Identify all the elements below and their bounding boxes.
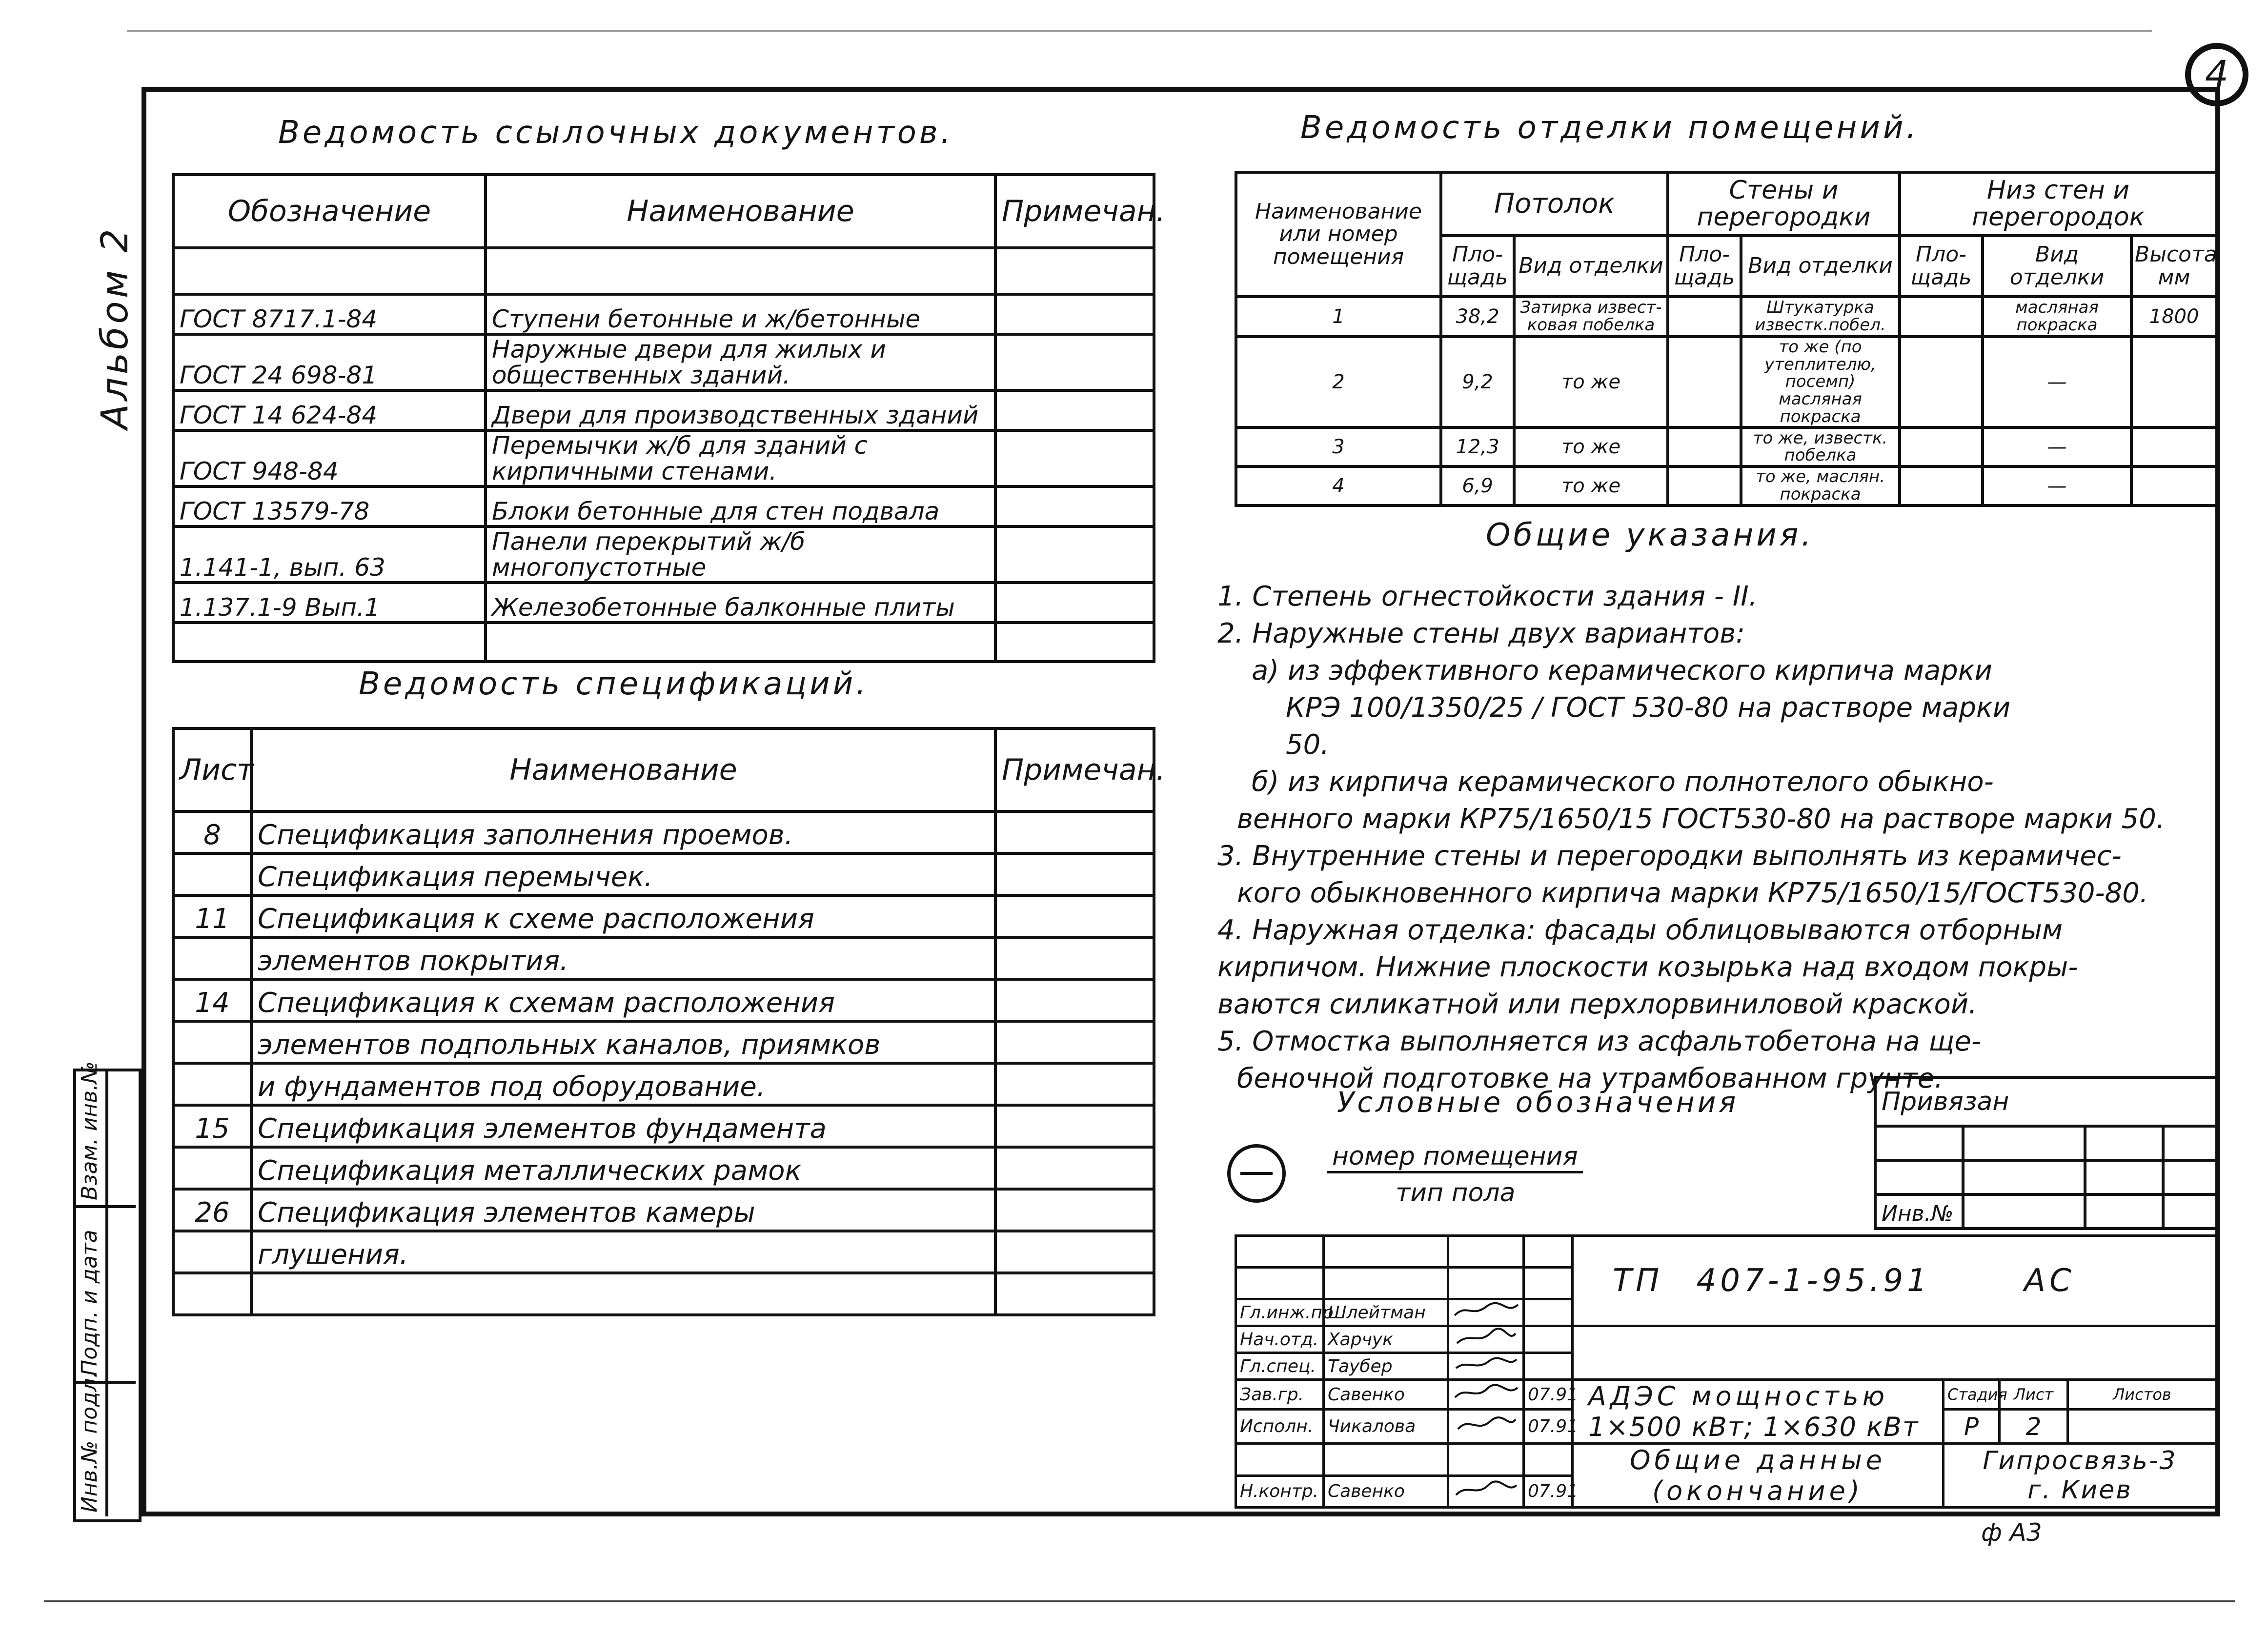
note-line: 4. Наружная отделка: фасады облицовываются отборным <box>1217 914 2063 946</box>
fin-walls-area <box>1668 297 1741 337</box>
note-line: 5. Отмостка выполняется из асфальтобетона на ще- <box>1217 1026 1982 1057</box>
spec-name: элементов подпольных каналов, приямков <box>251 1021 995 1063</box>
ref-note <box>995 583 1154 623</box>
fin-room: 4 <box>1236 466 1441 505</box>
finishes-table <box>1235 171 2218 507</box>
fin-ceiling-area: 38,2 <box>1441 297 1514 337</box>
ref-name: Перемычки ж/б для зданий с кирпичными стенами. <box>486 430 995 486</box>
spec-sheet <box>173 1063 251 1105</box>
project-line1: АДЭС мощностью <box>1588 1381 1889 1412</box>
note-line: кирпичом. Нижние плоскости козырька над входом покры- <box>1217 951 2078 983</box>
fin-walls-type: то же (по утеплителю, посемп) масляная покраска <box>1741 337 1900 427</box>
spec-sheet: 15 <box>173 1105 251 1147</box>
note-line: КРЭ 100/1350/25 / ГОСТ 530-80 на растворе марки <box>1286 692 2011 724</box>
stamp-role: Исполн. <box>1236 1410 1324 1444</box>
note-line: беночной подготовке на утрамбованном грунте. <box>1237 1063 1944 1094</box>
table-row <box>173 979 1154 1021</box>
fin-lower-type: масляная покраска <box>1983 297 2131 337</box>
stage-label: Стадия <box>1944 1380 2000 1410</box>
spec-name: Спецификация к схемам расположения <box>251 979 995 1021</box>
table-row <box>173 430 1154 486</box>
spec-name: Спецификация элементов камеры <box>251 1189 995 1231</box>
table-row <box>1236 427 2217 466</box>
table-row <box>173 1105 1154 1147</box>
left-strip-cell-1: Инв.№ подл. <box>77 1371 102 1513</box>
fin-ceiling-type: то же <box>1514 337 1668 427</box>
table-row <box>173 811 1154 853</box>
stamp-date <box>1524 1353 1573 1380</box>
ref-name: Панели перекрытий ж/б многопустотные <box>486 526 995 583</box>
note-line: кого обыкновенного кирпича марки КР75/1650/15/ГОСТ530-80. <box>1237 877 2148 909</box>
fin-height <box>2131 466 2217 505</box>
note-line: 50. <box>1286 729 1330 761</box>
stamp-date <box>1524 1444 1573 1476</box>
ref-code: 1.137.1-9 Вып.1 <box>173 583 486 623</box>
stamp-person: Савенко <box>1324 1475 1448 1508</box>
spec-sheet <box>173 1147 251 1189</box>
stamp-date <box>1524 1299 1573 1326</box>
stamp-person: Харчук <box>1324 1326 1448 1353</box>
stamp-person <box>1324 1444 1448 1476</box>
note-line: 1. Степень огнестойкости здания - II. <box>1217 581 1758 612</box>
table-row <box>173 583 1154 623</box>
stamp-person: Савенко <box>1324 1380 1448 1410</box>
spec-name: глушения. <box>251 1231 995 1273</box>
ref-empty <box>173 248 486 294</box>
ref-name: Наружные двери для жилых и общественных зданий. <box>486 334 995 390</box>
stage: Р <box>1944 1410 2000 1444</box>
top-edge-line <box>127 30 2152 32</box>
fin-lower-area <box>1900 337 1983 427</box>
fin-walls-area <box>1668 337 1741 427</box>
left-strip-line-1 <box>73 1205 136 1208</box>
spec-name: элементов покрытия. <box>251 937 995 979</box>
fin-header-type: Вид отделки <box>1741 236 1900 297</box>
spec-name: Спецификация металлических рамок <box>251 1147 995 1189</box>
table-row <box>173 334 1154 390</box>
stamp-person: Чикалова <box>1324 1410 1448 1444</box>
ref-note <box>995 390 1154 430</box>
signature <box>1448 1299 1524 1326</box>
fin-header-walls: Стены и перегородки <box>1668 172 1900 236</box>
stamp-date <box>1524 1326 1573 1353</box>
note-line: а) из эффективного керамического кирпича марки <box>1252 655 1993 686</box>
format-label: ф А3 <box>1981 1518 2042 1547</box>
fin-lower-type: — <box>1983 427 2131 466</box>
table-row <box>173 390 1154 430</box>
ref-note <box>995 294 1154 334</box>
fin-header-area: Пло-щадь <box>1668 236 1741 297</box>
fin-ceiling-area: 6,9 <box>1441 466 1514 505</box>
table-row <box>173 1147 1154 1189</box>
table-row <box>1236 466 2217 505</box>
notes-title: Общие указания. <box>1486 517 1814 553</box>
spec-sheet <box>173 937 251 979</box>
stamp-role: Нач.отд. <box>1236 1326 1324 1353</box>
fin-lower-area <box>1900 427 1983 466</box>
left-strip-divider <box>105 1069 108 1516</box>
table-row <box>173 294 1154 334</box>
fin-header-room: Наименование или номер помещения <box>1236 172 1441 297</box>
fin-lower-area <box>1900 297 1983 337</box>
ref-code: 1.141-1, вып. 63 <box>173 526 486 583</box>
ref-name: Ступени бетонные и ж/бетонные <box>486 294 995 334</box>
spec-name: и фундаментов под оборудование. <box>251 1063 995 1105</box>
general-notes <box>1217 578 2218 1097</box>
fin-walls-area <box>1668 427 1741 466</box>
doc-title-2: (окончание) <box>1652 1475 1863 1506</box>
fin-walls-type: то же, известк. побелка <box>1741 427 1900 466</box>
fin-height <box>2131 427 2217 466</box>
fin-header-area: Пло-щадь <box>1900 236 1983 297</box>
stamp-role: Гл.инж.пр. <box>1236 1299 1324 1326</box>
room-marker-icon <box>1227 1144 1286 1203</box>
references-title: Ведомость ссылочных документов. <box>278 115 953 151</box>
ref-name: Блоки бетонные для стен подвала <box>486 486 995 526</box>
spec-sheet: 8 <box>173 811 251 853</box>
fin-walls-type: Штукатурка известк.побел. <box>1741 297 1900 337</box>
table-row <box>1236 337 2217 427</box>
note-line: 3. Внутренние стены и перегородки выполнять из керамичес- <box>1217 840 2122 872</box>
table-row <box>173 526 1154 583</box>
fin-header-type: Вид отделки <box>1983 236 2131 297</box>
stamp-code: ТП 407-1-95.91 <box>1613 1263 1931 1299</box>
spec-sheet: 11 <box>173 895 251 937</box>
ref-empty <box>173 623 486 662</box>
ref-header-note: Примечан. <box>995 175 1154 248</box>
legend-title: Условные обозначения <box>1337 1086 1739 1119</box>
spec-header-sheet: Лист <box>173 728 251 811</box>
fin-ceiling-area: 9,2 <box>1441 337 1514 427</box>
fin-ceiling-type: то же <box>1514 466 1668 505</box>
binding-label: Привязан <box>1875 1077 2217 1126</box>
left-strip-cell-3: Взам. инв.№ <box>77 1061 102 1200</box>
stamp-role <box>1236 1444 1324 1476</box>
spec-sheet <box>173 1021 251 1063</box>
spec-sheet <box>173 853 251 895</box>
fin-header-ceiling: Потолок <box>1441 172 1668 236</box>
spec-header-note: Примечан. <box>995 728 1154 811</box>
stamp-date: 07.91 <box>1524 1410 1573 1444</box>
spec-name: Спецификация перемычек. <box>251 853 995 895</box>
ref-code: ГОСТ 14 624-84 <box>173 390 486 430</box>
stamp-mark: АС <box>2024 1263 2075 1299</box>
ref-code: ГОСТ 13579-78 <box>173 486 486 526</box>
fin-room: 3 <box>1236 427 1441 466</box>
spec-sheet: 26 <box>173 1189 251 1231</box>
binding-box <box>1874 1076 2218 1230</box>
spec-header-name: Наименование <box>251 728 995 811</box>
table-row <box>173 486 1154 526</box>
sheets-label: Листов <box>2068 1380 2217 1410</box>
stamp-role: Зав.гр. <box>1236 1380 1324 1410</box>
ref-name: Железобетонные балконные плиты <box>486 583 995 623</box>
ref-header-name: Наименование <box>486 175 995 248</box>
note-line: б) из кирпича керамического полнотелого обыкно- <box>1252 766 1994 798</box>
ref-code: ГОСТ 8717.1-84 <box>173 294 486 334</box>
left-strip-cell-2: Подп. и дата <box>77 1230 102 1376</box>
sheet-number: 4 <box>2205 52 2229 96</box>
table-row <box>173 853 1154 895</box>
sheets <box>2068 1410 2217 1444</box>
fin-walls-area <box>1668 466 1741 505</box>
spec-sheet <box>173 1231 251 1273</box>
table-row <box>173 895 1154 937</box>
fin-height: 1800 <box>2131 297 2217 337</box>
fin-header-lower: Низ стен и перегородок <box>1900 172 2217 236</box>
ref-code: ГОСТ 24 698-81 <box>173 334 486 390</box>
fin-header-type: Вид отделки <box>1514 236 1668 297</box>
fin-lower-type: — <box>1983 466 2131 505</box>
specifications-table <box>172 727 1165 1316</box>
org-2: г. Киев <box>2027 1475 2132 1505</box>
fin-walls-type: то же, маслян. покраска <box>1741 466 1900 505</box>
ref-note <box>995 486 1154 526</box>
sheet-label: Лист <box>2000 1380 2068 1410</box>
fin-room: 1 <box>1236 297 1441 337</box>
note-line: ваются силикатной или перхлорвиниловой краской. <box>1217 989 1977 1020</box>
specifications-title: Ведомость спецификаций. <box>359 666 869 702</box>
signature <box>1448 1353 1524 1380</box>
signature <box>1448 1410 1524 1444</box>
ref-note <box>995 334 1154 390</box>
spec-name: Спецификация элементов фундамента <box>251 1105 995 1147</box>
legend-top: номер помещения <box>1327 1142 1583 1173</box>
stamp-role: Н.контр. <box>1236 1475 1324 1508</box>
table-row <box>173 1189 1154 1231</box>
table-row <box>173 1021 1154 1063</box>
stamp-person: Шлейтман <box>1324 1299 1448 1326</box>
references-table <box>172 173 1165 663</box>
sheet: 2 <box>2000 1410 2068 1444</box>
fin-lower-area <box>1900 466 1983 505</box>
signature <box>1448 1475 1524 1508</box>
table-row <box>1236 297 2217 337</box>
signature <box>1448 1326 1524 1353</box>
table-row <box>173 1063 1154 1105</box>
project-line2: 1×500 кВт; 1×630 кВт <box>1588 1412 1919 1442</box>
binding-inv: Инв.№ <box>1875 1194 1963 1229</box>
stamp-date: 07.91 <box>1524 1475 1573 1508</box>
bottom-edge-line <box>44 1600 2235 1602</box>
fin-lower-type: — <box>1983 337 2131 427</box>
note-line: 2. Наружные стены двух вариантов: <box>1217 618 1745 649</box>
ref-name: Двери для производственных зданий <box>486 390 995 430</box>
album-label: Альбом 2 <box>93 226 136 429</box>
fin-room: 2 <box>1236 337 1441 427</box>
sheet-number-circle <box>2185 43 2248 106</box>
spec-sheet: 14 <box>173 979 251 1021</box>
table-row <box>173 1231 1154 1273</box>
ref-note <box>995 526 1154 583</box>
ref-header-code: Обозначение <box>173 175 486 248</box>
signature <box>1448 1380 1524 1410</box>
table-row <box>173 937 1154 979</box>
org-1: Гипросвязь-3 <box>1983 1446 2177 1475</box>
stamp-person: Таубер <box>1324 1353 1448 1380</box>
fin-ceiling-type: Затирка извест-ковая побелка <box>1514 297 1668 337</box>
ref-code: ГОСТ 948-84 <box>173 430 486 486</box>
title-block <box>1235 1234 2218 1509</box>
stamp-role: Гл.спец. <box>1236 1353 1324 1380</box>
fin-ceiling-area: 12,3 <box>1441 427 1514 466</box>
legend-bottom: тип пола <box>1396 1178 1516 1208</box>
fin-header-area: Пло-щадь <box>1441 236 1514 297</box>
doc-title-1: Общие данные <box>1629 1445 1886 1475</box>
fin-ceiling-type: то же <box>1514 427 1668 466</box>
fin-header-height: Высота мм <box>2131 236 2217 297</box>
stamp-date: 07.91 <box>1524 1380 1573 1410</box>
spec-name: Спецификация заполнения проемов. <box>251 811 995 853</box>
spec-name: Спецификация к схеме расположения <box>251 895 995 937</box>
fin-height <box>2131 337 2217 427</box>
note-line: венного марки КР75/1650/15 ГОСТ530-80 на растворе марки 50. <box>1237 803 2165 835</box>
finishes-title: Ведомость отделки помещений. <box>1300 110 1919 146</box>
ref-note <box>995 430 1154 486</box>
